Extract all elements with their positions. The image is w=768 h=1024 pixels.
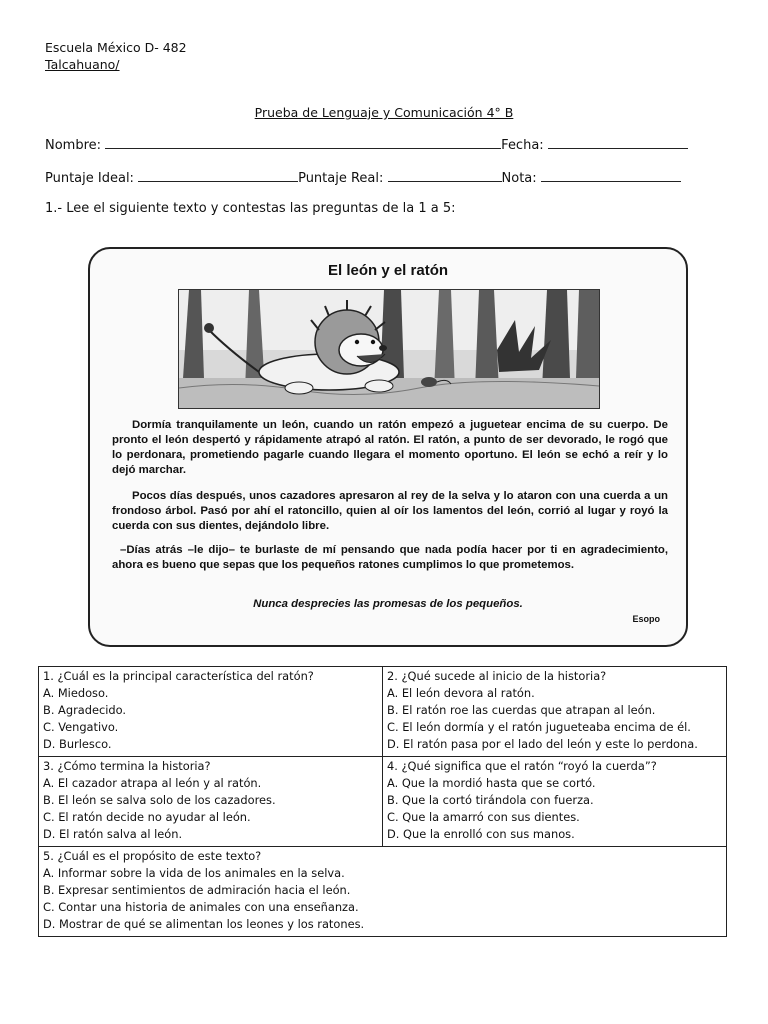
nota-field[interactable] [541,170,681,182]
story-card [88,247,688,647]
question-3-text: 3. ¿Cómo termina la historia? [43,759,211,773]
question-5-option-b[interactable]: B. Expresar sentimientos de admiración hacia el león. [43,883,351,897]
question-4-option-d[interactable]: D. Que la enrolló con sus manos. [387,827,575,841]
story-paragraph-2: Pocos días después, unos cazadores apresaron al rey de la selva y lo ataron con una cuerda a un frondoso árbol. Pasó por ahí el ratoncillo, quien al oír los lamentos del león, corrió al lugar y royó la cuerda con sus dientes, dejándolo libre. [112,490,668,532]
question-3-option-a[interactable]: A. El cazador atrapa al león y al ratón. [43,776,262,790]
question-2-text: 2. ¿Qué sucede al inicio de la historia? [387,669,607,683]
nombre-label: Nombre: [45,138,102,153]
question-3-option-d[interactable]: D. El ratón salva al león. [43,827,183,841]
question-2-option-d[interactable]: D. El ratón pasa por el lado del león y este lo perdona. [387,737,698,751]
story-moral: Nunca desprecies las promesas de los pequeños. [253,598,523,610]
puntaje-real-field[interactable] [388,170,502,182]
question-3 [39,757,383,847]
question-5-option-a[interactable]: A. Informar sobre la vida de los animales en la selva. [43,866,345,880]
question-4-option-a[interactable]: A. Que la mordió hasta que se cortó. [387,776,596,790]
question-5-text: 5. ¿Cuál es el propósito de este texto? [43,849,262,863]
question-5 [39,847,727,937]
question-1-option-c[interactable]: C. Vengativo. [43,720,119,734]
fecha-label: Fecha: [501,138,544,153]
question-4-option-c[interactable]: C. Que la amarró con sus dientes. [387,810,580,824]
fecha-field[interactable] [548,137,688,149]
question-5-option-d[interactable]: D. Mostrar de qué se alimentan los leones y los ratones. [43,917,365,931]
question-1-option-d[interactable]: D. Burlesco. [43,737,112,751]
questions-table [38,666,727,937]
question-5-option-c[interactable]: C. Contar una historia de animales con una enseñanza. [43,900,359,914]
question-3-option-c[interactable]: C. El ratón decide no ayudar al león. [43,810,251,824]
nombre-field[interactable] [105,137,501,149]
jungle-lion-drawing [179,290,599,408]
question-1-text: 1. ¿Cuál es la principal característica del ratón? [43,669,314,683]
question-2-option-a[interactable]: A. El león devora al ratón. [387,686,535,700]
question-4 [383,757,727,847]
lion-illustration [178,289,600,409]
question-1 [39,667,383,757]
nota-label: Nota: [501,171,537,186]
question-4-option-b[interactable]: B. Que la cortó tirándola con fuerza. [387,793,594,807]
question-1-option-a[interactable]: A. Miedoso. [43,686,109,700]
school-name: Escuela México D- 482 [45,40,187,55]
name-date-row [45,137,688,153]
question-2-option-c[interactable]: C. El león dormía y el ratón jugueteaba encima de él. [387,720,691,734]
question-3-option-b[interactable]: B. El león se salva solo de los cazadores. [43,793,276,807]
school-city: Talcahuano/ [45,57,120,72]
instruction: 1.- Lee el siguiente texto y contestas las preguntas de la 1 a 5: [45,201,456,216]
story-paragraph-1: Dormía tranquilamente un león, cuando un ratón empezó a juguetear encima de su cuerpo. De pronto el león despertó y rápidamente atrapó al ratón. El ratón, a punto de ser devorado, le rogó que lo perdonara, prometiendo pagarle cuando llegara el momento oportuno. El león se echó a reír y lo dejó marchar. [112,419,668,476]
puntaje-ideal-label: Puntaje Ideal: [45,171,134,186]
story-title: El león y el ratón [327,262,449,279]
puntaje-real-label: Puntaje Real: [298,171,384,186]
puntaje-ideal-field[interactable] [138,170,298,182]
question-2 [383,667,727,757]
score-row [45,170,681,186]
test-title: Prueba de Lenguaje y Comunicación 4° B [254,105,514,120]
question-2-option-b[interactable]: B. El ratón roe las cuerdas que atrapan al león. [387,703,656,717]
question-1-option-b[interactable]: B. Agradecido. [43,703,127,717]
story-paragraph-3: –Días atrás –le dijo– te burlaste de mí pensando que nada podía hacer por ti en agradecimiento, ahora es bueno que sepas que los pequeños ratones cumplimos lo que prometemos. [112,544,668,571]
story-author: Esopo [632,614,660,624]
question-4-text: 4. ¿Qué significa que el ratón “royó la cuerda”? [387,759,657,773]
